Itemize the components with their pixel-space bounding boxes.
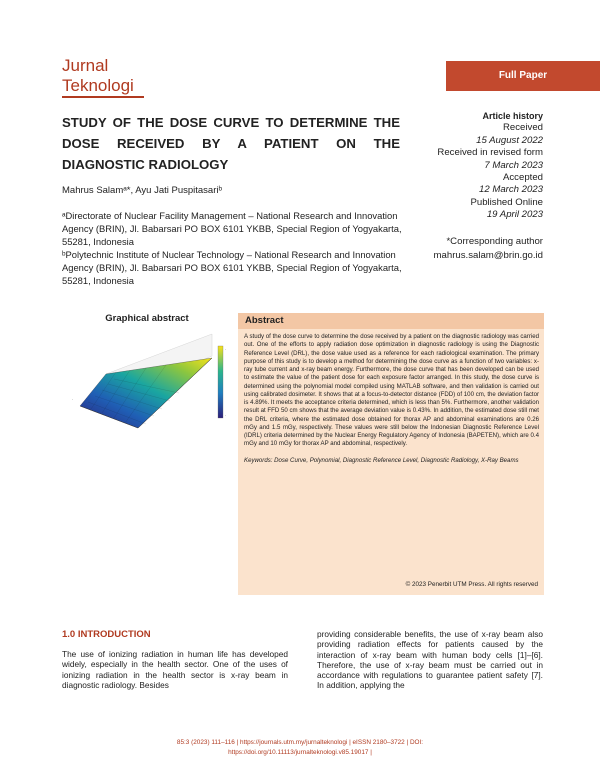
abstract-box bbox=[238, 313, 544, 595]
revised-date: 7 March 2023 bbox=[484, 159, 543, 171]
article-history bbox=[383, 110, 543, 222]
author-list: Mahrus Salamᵃ*, Ayu Jati Puspitasariᵇ bbox=[62, 185, 223, 196]
graphical-abstract-surface-plot bbox=[62, 330, 234, 434]
published-label: Published Online bbox=[470, 196, 543, 208]
abstract-text: A study of the dose curve to determine the dose received by a patient on the diagnostic radiology was carried out. One of the efforts to apply radiation dose optimization in diagnostic radiology is using the Diagnostic Reference Level (DRL), the dose value used as a reference for each radiological examination. The primary purpose of this study is to develop a method for determining the dose curve as a function of two variables: x-ray tube current and x-ray beam energy. Furthermore, the dose curve that has been developed can be used to estimate the value of the patient dose for each exposure factor arranged. In this study, the dose curve is determined using the polynomial model compiled using MATLAB software, and then validation is carried out using calibrated dosimeter. It shows that at a focus-to-detector distance (FDD) of 100 cm, the deviation factor is 4.89%. It meets the acceptance criteria determined, which is less than 5%. Furthermore, another validation result at FFD 50 cm shows that the average deviation value is 0.43%. In addition, the estimated dose still met the DRL criteria, where the estimated dose obtained for thorax AP and abdominal examinations are 0.26 mGy and 1.5 mGy, respectively. These values were still below the Indonesian Diagnostic Reference Level (IDRL) criteria determined by the Nuclear Energy Regulatory Agency of Indonesia (BAPETEN), which are 0.4 mGy and 10 mGy for thorax AP and abdominal, respectively. bbox=[244, 333, 539, 448]
svg-text:-: - bbox=[225, 347, 226, 351]
affiliation-b: ᵇPolytechnic Institute of Nuclear Technology – National Research and Innovation Agency (BRIN), Jl. Babarsari PO BOX 6101 YKBB, Special Region of Yogyakarta, 55281, Indonesia bbox=[62, 248, 402, 286]
paper-title: STUDY OF THE DOSE CURVE TO DETERMINE THE DOSE RECEIVED BY A PATIENT ON THE DIAGNOSTIC RADIOLOGY bbox=[62, 115, 400, 172]
svg-text:-: - bbox=[72, 397, 73, 401]
introduction-left-column: The use of ionizing radiation in human life has developed widely, especially in the health sector. One of the uses of ionizing radiation in the health sector is x-ray beam in diagnostic radiology. Besides bbox=[62, 649, 288, 690]
introduction-heading: 1.0 INTRODUCTION bbox=[62, 629, 151, 640]
journal-name-line1: Jurnal bbox=[62, 56, 109, 75]
page-footer bbox=[130, 738, 470, 758]
revised-label: Received in revised form bbox=[437, 147, 543, 159]
footer-citation[interactable]: 85:3 (2023) 111–116 | https://journals.utm.my/jurnalteknologi | eISSN 2180–3722 | DOI: bbox=[176, 739, 424, 746]
footer-doi[interactable]: https://doi.org/10.11113/jurnalteknologi.v85.19017 | bbox=[228, 749, 372, 756]
affiliations bbox=[62, 210, 402, 287]
accepted-date: 12 March 2023 bbox=[479, 184, 543, 196]
graphical-abstract-heading: Graphical abstract bbox=[105, 313, 189, 324]
keywords: Keywords: Dose Curve, Polynomial, Diagnostic Reference Level, Diagnostic Radiology, X-Ray Beams bbox=[244, 456, 519, 464]
published-date: 19 April 2023 bbox=[486, 209, 543, 221]
introduction-right-column: providing considerable benefits, the use of x-ray beam also providing radiation effects for patients caused by the interaction of x-ray beam with human body cells [1]–[6]. Therefore, the use of x-ray beam must be carried out in accordance with regulations to guarantee patient safety [7]. In addition, applying the bbox=[317, 629, 543, 691]
received-date: 15 August 2022 bbox=[476, 134, 543, 146]
article-history-heading: Article history bbox=[482, 111, 543, 121]
affiliation-a: ᵃDirectorate of Nuclear Facility Management – National Research and Innovation Agency (BRIN), Jl. Babarsari PO BOX 6101 YKBB, Special Region of Yogyakarta, 55281, Indonesia bbox=[62, 210, 402, 247]
abstract-heading: Abstract bbox=[238, 313, 544, 329]
svg-text:-: - bbox=[225, 413, 226, 417]
colorbar bbox=[218, 346, 223, 418]
corresponding-email[interactable]: mahrus.salam@brin.go.id bbox=[433, 250, 543, 261]
accepted-label: Accepted bbox=[502, 172, 543, 184]
corresponding-label: *Corresponding author bbox=[446, 236, 543, 247]
received-label: Received bbox=[503, 122, 543, 134]
paper-type-badge: Full Paper bbox=[446, 61, 600, 91]
journal-name bbox=[62, 56, 144, 98]
journal-name-line2: Teknologi bbox=[62, 76, 144, 98]
copyright-notice: © 2023 Penerbit UTM Press. All rights reserved bbox=[405, 581, 538, 588]
